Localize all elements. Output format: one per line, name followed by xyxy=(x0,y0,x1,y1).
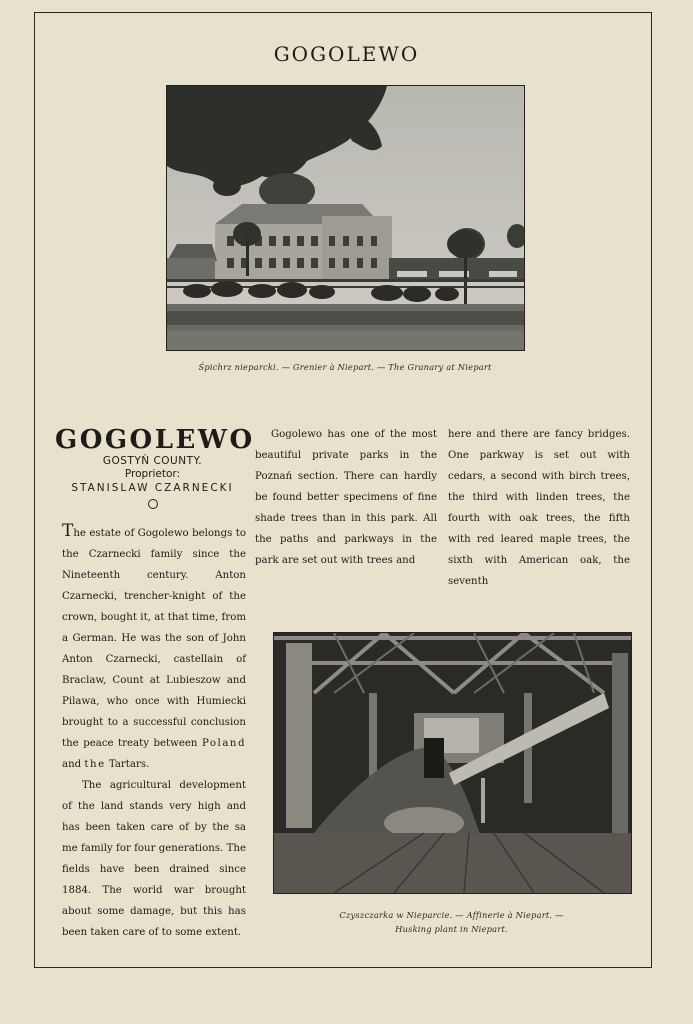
husking-plant-caption-line2: Husking plant in Niepart. xyxy=(395,924,508,934)
husking-plant-photo-image xyxy=(274,633,631,893)
granary-caption: Śpichrz nieparcki. — Grenier à Niepart. — The Granary at Niepart xyxy=(198,362,492,372)
spaced-word-poland: Poland xyxy=(201,738,246,749)
granary-photo xyxy=(166,85,525,351)
county-label: GOSTYŃ COUNTY. xyxy=(102,455,203,467)
granary-photo-image xyxy=(167,86,524,350)
word-and: and xyxy=(62,759,82,770)
proprietor-name: STANISLAW CZARNECKI xyxy=(71,482,234,494)
paragraph-parkways: here and there are fancy bridges. One parkway is set out with cedars, a second with birch trees, the third with linden trees, the fourth with oak trees, the fifth with red leared maple trees, the sixth with American oak, the seventh xyxy=(448,429,630,587)
estate-title-block xyxy=(55,425,255,509)
page-header-title: GOGOLEWO xyxy=(273,42,420,66)
husking-plant-caption-line1: Czyszczarka w Nieparcie. — Affinerie à Niepart. — xyxy=(339,910,564,920)
paragraph-history xyxy=(62,523,246,775)
spaced-word-the: the xyxy=(84,759,106,770)
ornament-circle xyxy=(148,499,158,509)
estate-title: GOGOLEWO xyxy=(55,425,255,455)
right-text-column xyxy=(448,424,630,592)
paragraph-agriculture: The agricultural development of the land stands very high and has been taken care of by the sa me family for four generations. The fields have been drained since 1884. The world war brought about some damage, but this has been taken care of to some extent. xyxy=(62,780,246,938)
left-text-column xyxy=(62,523,246,943)
middle-text-column xyxy=(255,424,437,571)
word-tartars: Tartars. xyxy=(108,759,150,770)
proprietor-label: Proprietor: xyxy=(124,468,181,480)
paragraph-history-text: he estate of Gogolewo belongs to the Czarnecki family since the Nineteenth century. Anton Czarnecki, trencher-knight of the crown, bought it, at that time, from a German. He was the son of John Anton Czarnecki, castellain of Braclaw, Count at Lubieszow and Pilawa, who once with Humiecki brought to a successful conclusion the peace treaty between xyxy=(62,528,246,749)
husking-plant-photo xyxy=(273,632,632,894)
drop-cap: T xyxy=(62,521,74,541)
paragraph-park: Gogolewo has one of the most beautiful private parks in the Poznań section. There can hardly be found better specimens of fine shade trees than in this park. All the paths and parkways in the park are set out with trees and xyxy=(255,429,437,566)
